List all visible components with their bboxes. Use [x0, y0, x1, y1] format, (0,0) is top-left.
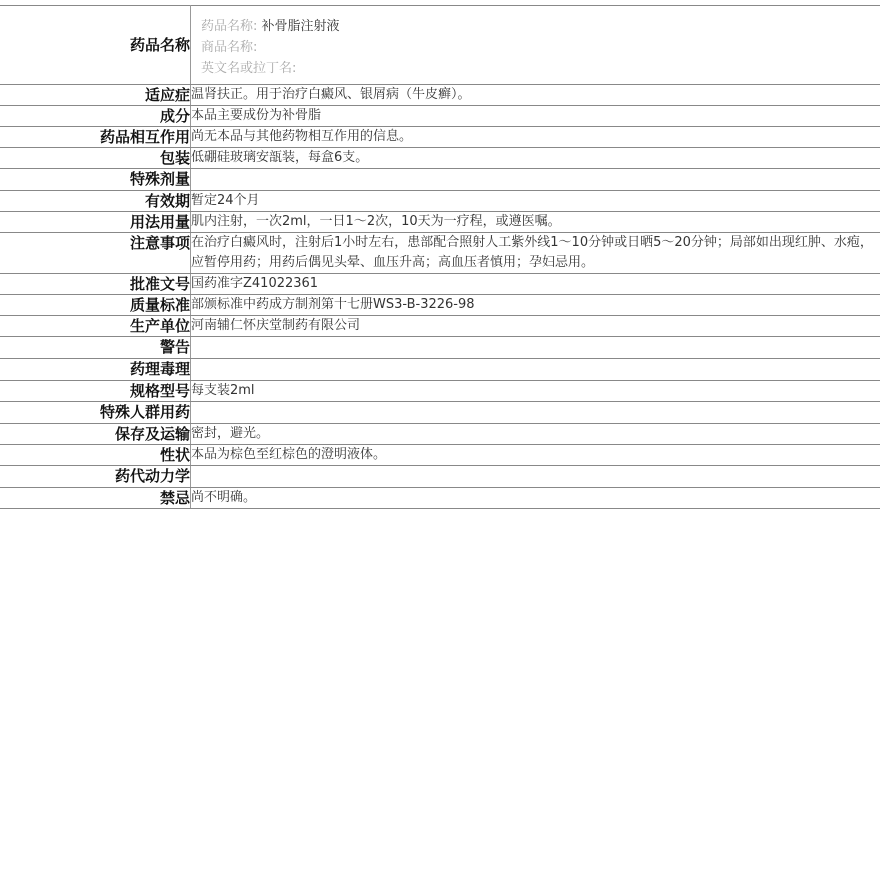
- row-label: 禁忌: [0, 488, 191, 509]
- row-value: [191, 402, 880, 424]
- table-row: [0, 85, 880, 106]
- trade-name-line: [201, 37, 880, 58]
- row-value: 国药准字Z41022361: [191, 274, 880, 295]
- name-block: [191, 6, 880, 85]
- trade-name-label: 商品名称:: [201, 40, 257, 55]
- latin-name-line: [201, 58, 880, 79]
- row-label: 批准文号: [0, 274, 191, 295]
- row-value: 低硼硅玻璃安瓿装，每盒6支。: [191, 148, 880, 169]
- row-label: 生产单位: [0, 316, 191, 337]
- table-row: [0, 148, 880, 169]
- row-label: 成分: [0, 106, 191, 127]
- row-value: [191, 466, 880, 488]
- row-value: 每支装2ml: [191, 381, 880, 402]
- row-value: 尚不明确。: [191, 488, 880, 509]
- table-row: [0, 106, 880, 127]
- row-label: 有效期: [0, 191, 191, 212]
- row-label: 警告: [0, 337, 191, 359]
- table-row: [0, 445, 880, 466]
- table-row: [0, 381, 880, 402]
- row-label: 药品名称: [0, 6, 191, 85]
- drug-name-label: 药品名称:: [201, 19, 257, 34]
- table-row: [0, 402, 880, 424]
- row-label: 特殊人群用药: [0, 402, 191, 424]
- latin-name-label: 英文名或拉丁名:: [201, 61, 296, 76]
- row-label: 适应症: [0, 85, 191, 106]
- row-value: 温肾扶正。用于治疗白癜风、银屑病（牛皮癣）。: [191, 85, 880, 106]
- row-label: 用法用量: [0, 212, 191, 233]
- table-row: [0, 488, 880, 509]
- row-label: 药理毒理: [0, 359, 191, 381]
- row-value: 尚无本品与其他药物相互作用的信息。: [191, 127, 880, 148]
- table-row: [0, 233, 880, 274]
- table-row: [0, 274, 880, 295]
- row-label: 特殊剂量: [0, 169, 191, 191]
- row-value: 本品主要成份为补骨脂: [191, 106, 880, 127]
- row-value: [191, 337, 880, 359]
- table-row: [0, 337, 880, 359]
- row-drug-name: [0, 6, 880, 85]
- table-row: [0, 359, 880, 381]
- table-row: [0, 295, 880, 316]
- row-value: 部颁标准中药成方制剂第十七册WS3-B-3226-98: [191, 295, 880, 316]
- row-value: 肌内注射，一次2ml，一日1～2次，10天为一疗程，或遵医嘱。: [191, 212, 880, 233]
- row-value: 河南辅仁怀庆堂制药有限公司: [191, 316, 880, 337]
- row-label: 药品相互作用: [0, 127, 191, 148]
- table-row: [0, 212, 880, 233]
- table-row: [0, 191, 880, 212]
- drug-name-line: [201, 16, 880, 37]
- row-label: 性状: [0, 445, 191, 466]
- row-label: 规格型号: [0, 381, 191, 402]
- row-value: 本品为棕色至红棕色的澄明液体。: [191, 445, 880, 466]
- table-row: [0, 127, 880, 148]
- row-label: 质量标准: [0, 295, 191, 316]
- row-value: 密封，避光。: [191, 424, 880, 445]
- row-label: 包装: [0, 148, 191, 169]
- table-row: [0, 316, 880, 337]
- row-value: 在治疗白癜风时，注射后1小时左右，患部配合照射人工紫外线1～10分钟或日晒5～20分钟；局部如出现红肿、水疱，应暂停用药；用药后偶见头晕、血压升高；高血压者慎用；孕妇忌用。: [191, 233, 880, 274]
- row-label: 药代动力学: [0, 466, 191, 488]
- drug-info-table: [0, 5, 880, 509]
- row-value: 暂定24个月: [191, 191, 880, 212]
- table-row: [0, 424, 880, 445]
- row-value: [191, 169, 880, 191]
- drug-info-table-body: [0, 6, 880, 509]
- row-value: [191, 359, 880, 381]
- row-label: 保存及运输: [0, 424, 191, 445]
- drug-name-value: 补骨脂注射液: [262, 19, 340, 34]
- table-row: [0, 466, 880, 488]
- row-label: 注意事项: [0, 233, 191, 274]
- table-row: [0, 169, 880, 191]
